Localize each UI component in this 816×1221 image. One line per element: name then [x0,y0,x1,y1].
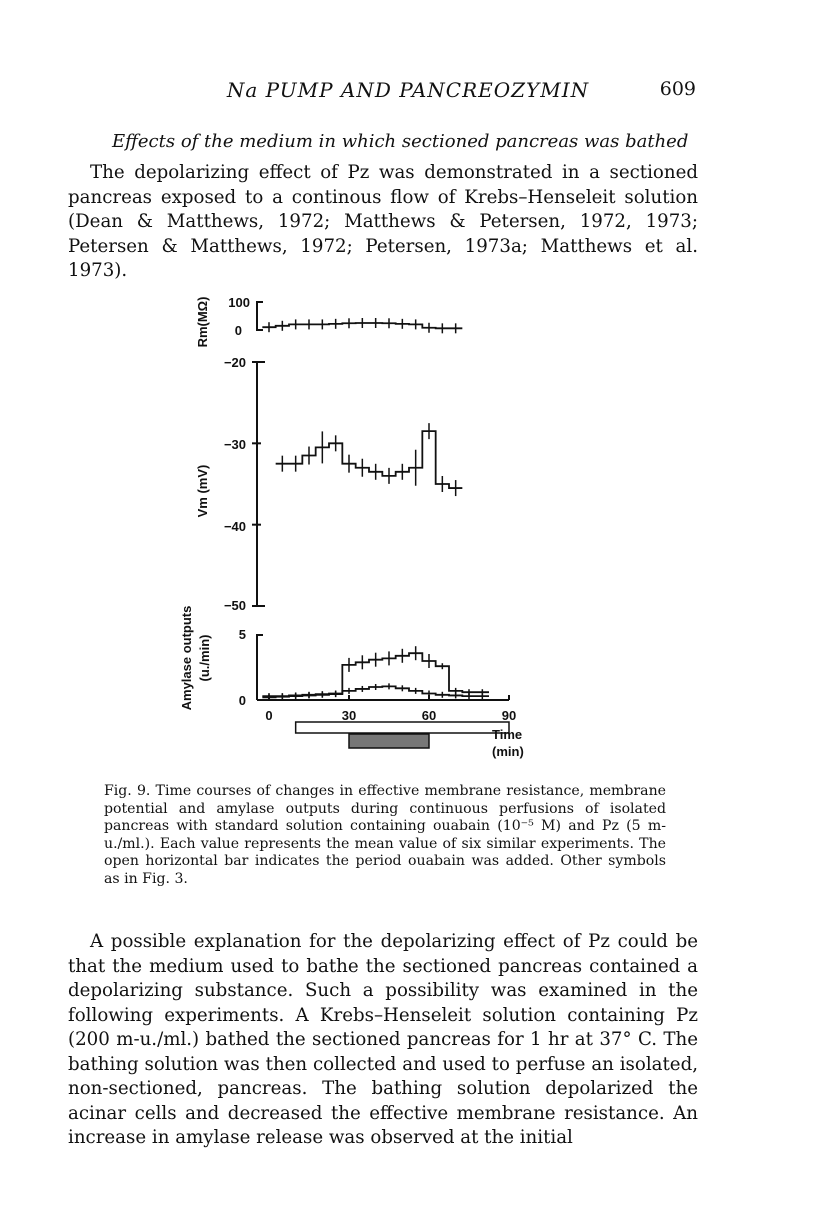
paragraph-1: The depolarizing effect of Pz was demonstrated in a sectioned pancreas exposed to a continous flow of Krebs–Henseleit solution (Dean & Matthews, 1972; Matthews & Petersen, 1972, 1973; Petersen & Matthews, 1972; Petersen, 1973a; Matthews et al. 1973). [68,162,698,281]
vm-tick-20: −20 [223,355,246,370]
amy-tick-5: 5 [238,627,246,642]
caption-label: Fig. 9. [104,783,151,799]
x-tick-30: 30 [341,708,357,723]
ouabain-bar [296,722,509,733]
amylase-axis [257,635,263,700]
figure-caption [104,783,666,888]
running-title: Na PUMP AND PANCREOZYMIN [226,78,590,102]
x-tick-60: 60 [421,708,437,723]
rm-tick-100: 100 [228,295,250,310]
amylase-axis-label: Amylase outputs [179,605,194,711]
amy-tick-0: 0 [238,693,246,708]
caption-text: Time courses of changes in effective membrane resistance, membrane potential and amylase outputs during continuous perfusions of isolated pancreas with standard solution containing ouabain (10⁻⁵ M) and Pz (5 m-u./ml.). Each value represents the mean value of six similar experiments. The open horizontal bar indicates the period ouabain was added. Other symbols as in Fig. 3. [104,783,666,887]
vm-series [276,423,463,496]
amylase-series [262,646,509,748]
pz-bar [349,734,429,748]
rm-axis [257,302,263,330]
x-tick-90: 90 [501,708,517,723]
paragraph-2: A possible explanation for the depolarizing effect of Pz could be that the medium used to bathe the sectioned pancreas contained a depolarizing substance. Such a possibility was examined in the following experiments. A Krebs–Henseleit solution containing Pz (200 m-u./ml.) bathed the sectioned pancreas for 1 hr at 37° C. The bathing solution was then collected and used to perfuse an isolated, non-sectioned, pancreas. The bathing solution depolarized the acinar cells and decreased the effective membrane resistance. An increase in amylase release was observed at the initial [68,931,698,1148]
figure-9-chart [160,290,560,770]
vm-line [276,431,463,488]
axes [252,302,509,700]
time-label: Time [492,727,523,742]
x-tick-0: 0 [265,708,273,723]
page-number: 609 [659,78,696,100]
vm-axis-label: Vm (mV) [195,464,210,518]
amylase-axis-unit: (u./min) [197,634,212,682]
time-unit: (min) [492,744,524,759]
rm-series [262,318,462,333]
vm-tick-30: −30 [223,437,246,452]
vm-tick-40: −40 [223,519,246,534]
rm-tick-0: 0 [234,323,242,338]
rm-axis-label: Rm(MΩ) [195,296,210,348]
figure-9 [160,290,560,770]
vm-tick-50: −50 [223,598,246,613]
section-heading: Effects of the medium in which sectioned pancreas was bathed [112,131,689,152]
